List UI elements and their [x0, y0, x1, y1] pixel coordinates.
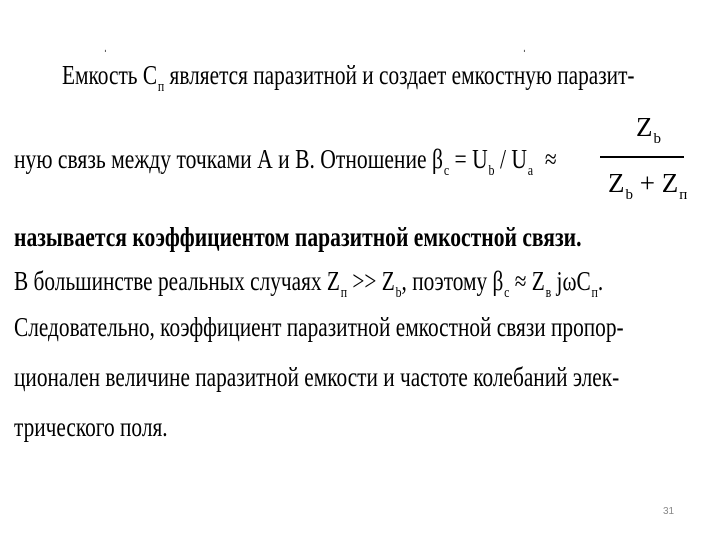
text-line-6: ционален величине паразитной емкости и частоте колебаний элек-: [14, 362, 620, 392]
fraction-bar: [600, 156, 684, 158]
fraction-formula: [600, 112, 688, 208]
fraction-numerator: $Z_b$: [636, 112, 661, 147]
text-line-1: Емкость $С_п$ является паразитной и создает емкостную паразит-: [62, 60, 635, 95]
text-line-4: В большинстве реальных случаях $Z_п >> Z_b$, поэтому $\beta_с \approx Z_в$ jωC$_п$.: [14, 266, 604, 301]
text-line-5: Следовательно, коэффициент паразитной емкостной связи пропор-: [14, 312, 624, 342]
scan-mark: ˌ: [522, 38, 527, 53]
text-line-7: трического поля.: [14, 412, 168, 442]
scan-mark: ˌ: [103, 38, 108, 53]
fraction-denominator: $Z_b + Z_п$: [608, 168, 688, 203]
page-number: 31: [663, 506, 675, 517]
text-line-3: называется коэффициентом паразитной емкостной связи.: [14, 222, 582, 252]
text-line-2: ную связь между точками А и В. Отношение $\beta_с = U_b / U_a$ ≈: [14, 144, 557, 179]
